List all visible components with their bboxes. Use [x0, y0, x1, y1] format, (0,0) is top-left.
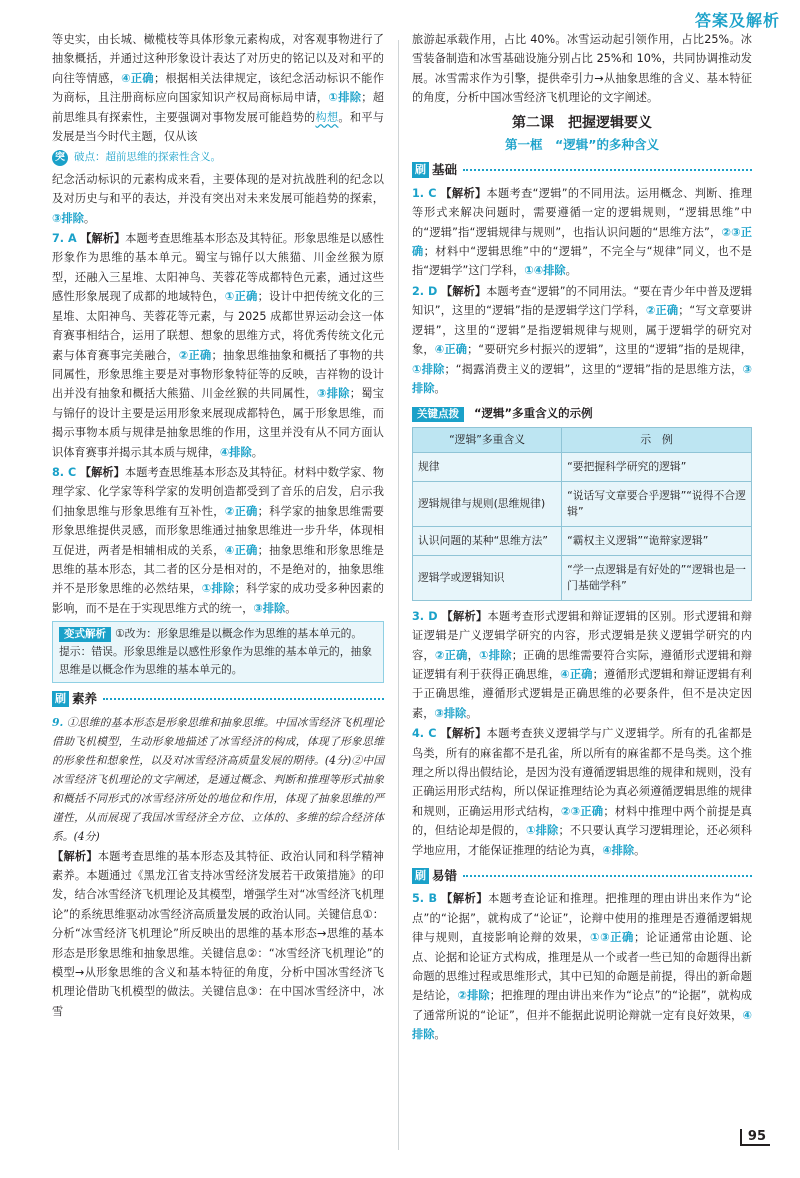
right-column [412, 30, 752, 1046]
answer-4: 4. C 【解析】本题考查狭义逻辑学与广义逻辑学。所有的孔雀都是鸟类，所有的麻雀都不是孔雀，所以所有的麻雀都不是鸟类。这个推理之所以得出假结论，是因为没有遵循逻辑思维的规律和规则，没有正确运用形式结构，所以保证推理结论为真必须遵循逻辑思维的规律和规则，正确运用形式结构，②③正确；材料中推理中两个前提是真的，但结论却是假的，①排除；不只要认真学习逻辑理论，还必须科学地应用，才能保证推理的结论为真，④排除。 [412, 727, 752, 857]
intro-paragraph: 等史实，由长城、橄榄枝等具体形象元素构成，对客观事物进行了抽象概括，并通过这种形象设计表达了对历史的铭记以及对和平的向往等情感，④正确；根据相关法律规定，该纪念活动标识不能作为商标，且注册商标应向国家知识产权局商标局申请，①排除；超前思维具有探索性，主要强调对事物发展可能趋势的构想。和平与发展是当今时代主题，仅从该 [52, 33, 384, 144]
page-header: 答案及解析 [694, 11, 780, 30]
table-row: 认识问题的某种“思维方法” “霸权主义逻辑”“诡辩家逻辑” [413, 526, 752, 555]
answer-7: 7. A 【解析】本题考查思维基本形态及其特征。形象思维是以感性形象作为思维的基本单元。蜀宝与锦仔以大熊猫、川金丝猴为原型，还融入三星堆、太阳神鸟、芙蓉花等成都特色元素，通过这些感性形象展现了成都的地域特色，①正确；设计中把传统文化的三星堆、太阳神鸟、芙蓉花等元素，与 2025 成都世界运动会这一体育赛事相结合，运用了联想、想象的思维方式，将优秀传统文化元素与体育赛事完美融合，②正确；抽象思维抽象和概括了事物的共同属性，形象思维主要是对事物形象特征等的反映，吉祥物的设计出并没有抽象和概括大熊猫、川金丝猴的共同属性，③排除；蜀宝与锦仔的设计主要是运用形象来展现成都特色，属于形象思维，而揭示事物本质与规律是抽象思维的作用，这里并没有从不同方面认识体育赛事并揭示其本质与规律，④排除。 [52, 232, 384, 459]
table-row: 规律 “要把握科学研究的逻辑” [413, 452, 752, 481]
section-jichu: 刷 基础 [412, 160, 752, 179]
breakthrough-badge: 突 [52, 150, 68, 166]
section-yicuo: 刷 易错 [412, 866, 752, 885]
key-tips-header: 关键点拨 “逻辑”多重含义的示例 [412, 404, 752, 423]
answer-8: 8. C 【解析】本题考查思维基本形态及其特征。材料中数学家、物理学家、化学家等科学家的发明创造都受到了音乐的启发，启示我们抽象思维与形象思维有互补性，②正确；科学家的抽象思维需要形象思维提供灵感，而形象思维通过抽象思维进一步升华，体现相互促进，两者是相辅相成的关系，④正确；抽象思维和形象思维是思维的基本形态，其二者的区分是相对的，不是绝对的，抽象思维并不是形象思维的必然结果，①排除；科学家的成功受多种因素的影响，而不是在于实现思维方式的统一，③排除。 [52, 465, 384, 615]
breakthrough-note: 突 破点：超前思维的探索性含义。 [52, 148, 384, 167]
answer-2: 2. D 【解析】本题考查“逻辑”的不同用法。“要在青少年中普及逻辑知识”，这里的“逻辑”指的是逻辑学这门学科，②正确；“写文章要讲逻辑”，这里的“逻辑”是指逻辑规律与规则，属于逻辑学的研究对象，④正确；“要研究乡村振兴的逻辑”，这里的“逻辑”指的是规律，①排除；“揭露消费主义的逻辑”，这里的“逻辑”指的是思维方法，③排除。 [412, 284, 753, 395]
column-divider [398, 40, 399, 1150]
answer-9: 9. ①思维的基本形态是形象思维和抽象思维。中国冰雪经济飞机理论借助飞机模型，生动形象地描述了冰雪经济的构成，体现了形象思维的形象性和想象性，以及对冰雪经济高质量发展的期待。(4分)②中国冰雪经济飞机理论的文字阐述，是通过概念、判断和推理等形式抽象和概括不同形式的冰雪经济所处的地位和作用，体现了抽象思维的严谨性，从而展现了我国冰雪经济全方位、立体的、多维的综合经济体系。(4分) [52, 715, 384, 843]
answer-3: 3. D 【解析】本题考查形式逻辑和辩证逻辑的区别。形式逻辑和辩证逻辑是广义逻辑学研究的内容，形式逻辑是狭义逻辑学研究的内容，②正确，①排除；正确的思维需要符合实际，遵循形式逻辑和辩证逻辑有利于获得正确思维，④正确；遵循形式逻辑和辩证逻辑有利于正确思维，遵循形式逻辑是正确思维的必要条件，但不是决定因素，③排除。 [412, 609, 752, 720]
page-number: 95 [740, 1129, 770, 1146]
answer-9-explanation: 【解析】本题考查思维的基本形态及其特征、政治认同和科学精神素养。本题通过《黑龙江省支持冰雪经济发展若干政策措施》的印发，结合冰雪经济飞机理论及其模型，增强学生对“冰雪经济飞机理论”的系统思维驱动冰雪经济高质量发展的政治认同。关键信息①：分析“冰雪经济飞机理论”所反映出的思维的基本形态→思维的基本形态是形象思维和抽象思维。关键信息②：“冰雪经济飞机理论”的模型→从形象思维的含义和基本特征的角度，分析中国冰雪经济飞机理论借助飞机模型的做法。关键信息③：在中国冰雪经济中，冰雪 [52, 849, 384, 1018]
frame-title: 第一框 “逻辑”的多种含义 [505, 137, 659, 153]
section-suyang: 刷 素养 [52, 689, 384, 708]
variant-tag: 变式解析 [59, 627, 111, 642]
table-header: 示 例 [562, 427, 752, 452]
table-header: “逻辑”多重含义 [413, 427, 562, 452]
table-row: 逻辑规律与规则(思维规律) “说话写文章要合乎逻辑”“说得不合逻辑” [413, 481, 752, 526]
intro-paragraph-2: 纪念活动标识的元素构成来看，主要体现的是对抗战胜利的纪念以及对历史与和平的表达，并没有突出对未来发展可能趋势的探索，③排除。 [52, 172, 384, 225]
left-column [52, 30, 384, 1022]
answer-1: 1. C 【解析】本题考查“逻辑”的不同用法。运用概念、判断、推理等形式来解决问题时，需要遵循一定的逻辑规则，“逻辑思维”中的“逻辑”指“逻辑规律与规则”，也指认识问题的“思维方法”，②③正确；材料中“逻辑思维”中的“逻辑”，不完全与“规律”同义，也不是指“逻辑学”这门学科，①④排除。 [412, 186, 753, 278]
answer-9-continued: 旅游起承载作用，占比 40%。冰雪运动起引领作用，占比25%。冰雪装备制造和冰雪基础设施分别占比 25%和 10%，共同协调推动发展。冰雪需求作为引擎，提供牵引力→从抽象思维的含义、基本特征的角度，分析中国冰雪经济飞机理论的文字阐述。 [412, 33, 752, 105]
logic-meaning-table [412, 427, 752, 601]
variant-analysis-box: 变式解析 ①改为：形象思维是以概念作为思维的基本单元的。 提示：错误。形象思维是以感性形象作为思维的基本单元的，抽象思维是以概念作为思维的基本单元的。 [52, 621, 384, 683]
table-row: 逻辑学或逻辑知识 “学一点逻辑是有好处的”“逻辑也是一门基础学科” [413, 555, 752, 600]
lesson-title: 第二课 把握逻辑要义 [512, 114, 652, 131]
answer-5: 5. B 【解析】本题考查论证和推理。把推理的理由讲出来作为“论点”的“论据”，就构成了“论证”，论辩中使用的推理是否遵循逻辑规律与规则，直接影响论辩的效果，①③正确；论证通常由论题、论点、论据和论证方式构成，推理是从一个或者一些已知的命题得出新命题的思维过程或思维形式，其中已知的命题是前提，得出的新命题是结论，②排除；把推理的理由讲出来作为“论点”的“论据”，就构成了通常所说的“论证”，但并不能据此说明论辩就一定有良好效果，④排除。 [412, 892, 752, 1042]
